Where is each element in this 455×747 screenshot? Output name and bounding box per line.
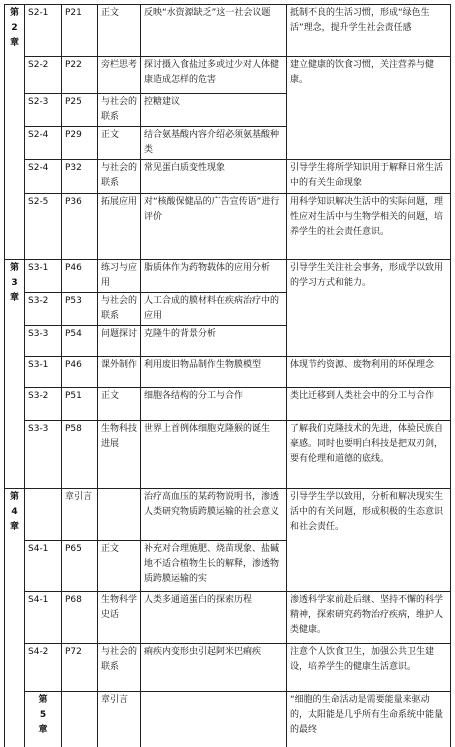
section-cell: S4-1	[25, 541, 62, 592]
table-row	[5, 57, 451, 94]
page-cell: P51	[62, 388, 98, 421]
table-row	[5, 388, 451, 421]
table-row	[5, 592, 451, 644]
page-cell: P53	[62, 293, 98, 326]
goal-cell: 了解我们克隆技术的先进，体验民族自豪感。同时也要明白科技是把双刃剑，要有伦理和道德的底线。	[287, 421, 451, 489]
page-cell: P21	[62, 5, 98, 57]
type-cell: 生物科学史话	[98, 592, 141, 644]
content-cell: 人工合成的膜材料在疾病治疗中的应用	[141, 293, 287, 326]
chapter-cell: 第 5 章	[25, 692, 62, 747]
goal-cell: 渗透科学家前赴后继、坚持不懈的科学精神，探索研究药物治疗疾病，维护人类健康。	[287, 592, 451, 644]
section-cell: S3-1	[25, 260, 62, 293]
content-cell: 对“核酸保健品的广告宣传语”进行评价	[141, 194, 287, 260]
content-cell: 控糖建议	[141, 94, 287, 127]
content-cell: “细胞的生命活动是需要能量来驱动的，太阳能是几乎所有生命系统中能量的最终	[287, 692, 451, 747]
page-cell: 章引言	[98, 692, 141, 747]
content-cell: 治疗高血压的某药物说明书，渗透人类研究物质跨膜运输的社会意义	[141, 489, 287, 541]
content-cell: 结合氨基酸内容介绍必须氨基酸种类	[141, 127, 287, 160]
page-cell: P54	[62, 326, 98, 357]
section-cell: S2-1	[25, 5, 62, 57]
goal-cell: 建立健康的饮食习惯，关注营养与健康。	[287, 57, 451, 160]
page-cell: P32	[62, 160, 98, 194]
type-cell: 正文	[98, 541, 141, 592]
page-cell: P72	[62, 644, 98, 692]
goal-cell: 引导学生将所学知识用于解释日常生活中的有关生命现象	[287, 160, 451, 194]
type-cell: 正文	[98, 127, 141, 160]
goal-cell: 体现节约资源、废物利用的环保理念	[287, 357, 451, 388]
section-cell: S3-3	[25, 421, 62, 489]
goal-cell: 类比迁移到人类社会中的分工与合作	[287, 388, 451, 421]
content-cell: 探讨摄入食盐过多或过少对人体健康造成怎样的危害	[141, 57, 287, 94]
type-cell: 旁栏思考	[98, 57, 141, 94]
section-cell: S2-2	[25, 57, 62, 94]
content-cell: 脂质体作为药物载体的应用分析	[141, 260, 287, 293]
type-cell: 与社会的联系	[98, 94, 141, 127]
content-cell: 世界上首例体细胞克隆猴的诞生	[141, 421, 287, 489]
page-cell: P46	[62, 260, 98, 293]
table-row	[5, 644, 451, 692]
section-cell: S3-2	[25, 388, 62, 421]
table-row	[5, 357, 451, 388]
section-cell	[62, 692, 98, 747]
content-cell: 痢疾内变形虫引起阿米巴痢疾	[141, 644, 287, 692]
page-cell: P36	[62, 194, 98, 260]
type-cell: 与社会的联系	[98, 160, 141, 194]
section-cell: S4-1	[25, 592, 62, 644]
type-cell: 正文	[98, 388, 141, 421]
chapter-cell: 第 3 章	[5, 260, 25, 489]
page-cell: P46	[62, 357, 98, 388]
page-cell: P29	[62, 127, 98, 160]
page-cell: P68	[62, 592, 98, 644]
type-cell	[98, 489, 141, 541]
section-cell: S3-2	[25, 293, 62, 326]
section-cell: S3-3	[25, 326, 62, 357]
chapter-cell: 第 2 章	[5, 5, 25, 260]
content-cell: 利用废旧物品制作生物膜模型	[141, 357, 287, 388]
chapter-cell: 第 4 章	[5, 489, 25, 747]
page-cell: P58	[62, 421, 98, 489]
content-cell: 克隆牛的背景分析	[141, 326, 287, 357]
page-cell: 章引言	[62, 489, 98, 541]
goal-cell: 引导学生学以致用，分析和解决现实生活中的有关问题，形成积极的生态意识和社会责任。	[287, 489, 451, 592]
content-cell: 补充对合理施肥、烧苗现象、盐碱地不适合植物生长的解释，渗透物质跨膜运输的实	[141, 541, 287, 592]
type-cell: 拓展应用	[98, 194, 141, 260]
content-cell: 人类多通道蛋白的探索历程	[141, 592, 287, 644]
content-cell: 细胞各结构的分工与合作	[141, 388, 287, 421]
goal-cell: 引导学生关注社会事务，形成学以致用的学习方式和能力。	[287, 260, 451, 357]
section-cell: S3-1	[25, 357, 62, 388]
table-row	[5, 5, 451, 57]
table-row	[5, 194, 451, 260]
goal-cell: 抵制不良的生活习惯，形成“绿色生活”理念，提升学生社会责任感	[287, 5, 451, 57]
content-cell: 反映“水资源缺乏”这一社会议题	[141, 5, 287, 57]
section-cell: S2-3	[25, 94, 62, 127]
curriculum-table	[4, 4, 451, 747]
type-cell: 与社会的联系	[98, 293, 141, 326]
page-cell: P22	[62, 57, 98, 94]
type-cell: 课外制作	[98, 357, 141, 388]
section-cell: S2-5	[25, 194, 62, 260]
table-row	[5, 421, 451, 489]
type-cell	[141, 692, 287, 747]
content-cell: 常见蛋白质变性现象	[141, 160, 287, 194]
type-cell: 练习与应用	[98, 260, 141, 293]
type-cell: 问题探讨	[98, 326, 141, 357]
section-cell: S2-4	[25, 127, 62, 160]
section-cell: S2-4	[25, 160, 62, 194]
table-row	[5, 160, 451, 194]
section-cell	[25, 489, 62, 541]
goal-cell: 注意个人饮食卫生，加强公共卫生建设，培养学生的健康生活意识。	[287, 644, 451, 692]
table-row	[5, 692, 451, 747]
page-cell: P65	[62, 541, 98, 592]
section-cell: S4-2	[25, 644, 62, 692]
page-cell: P25	[62, 94, 98, 127]
type-cell: 正文	[98, 5, 141, 57]
type-cell: 与社会的联系	[98, 644, 141, 692]
table-row	[5, 260, 451, 293]
goal-cell: 用科学知识解决生活中的实际问题，理性应对生活中与生物学相关的问题，培养学生的社会责任意识。	[287, 194, 451, 260]
table-row	[5, 489, 451, 541]
type-cell: 生物科技进展	[98, 421, 141, 489]
